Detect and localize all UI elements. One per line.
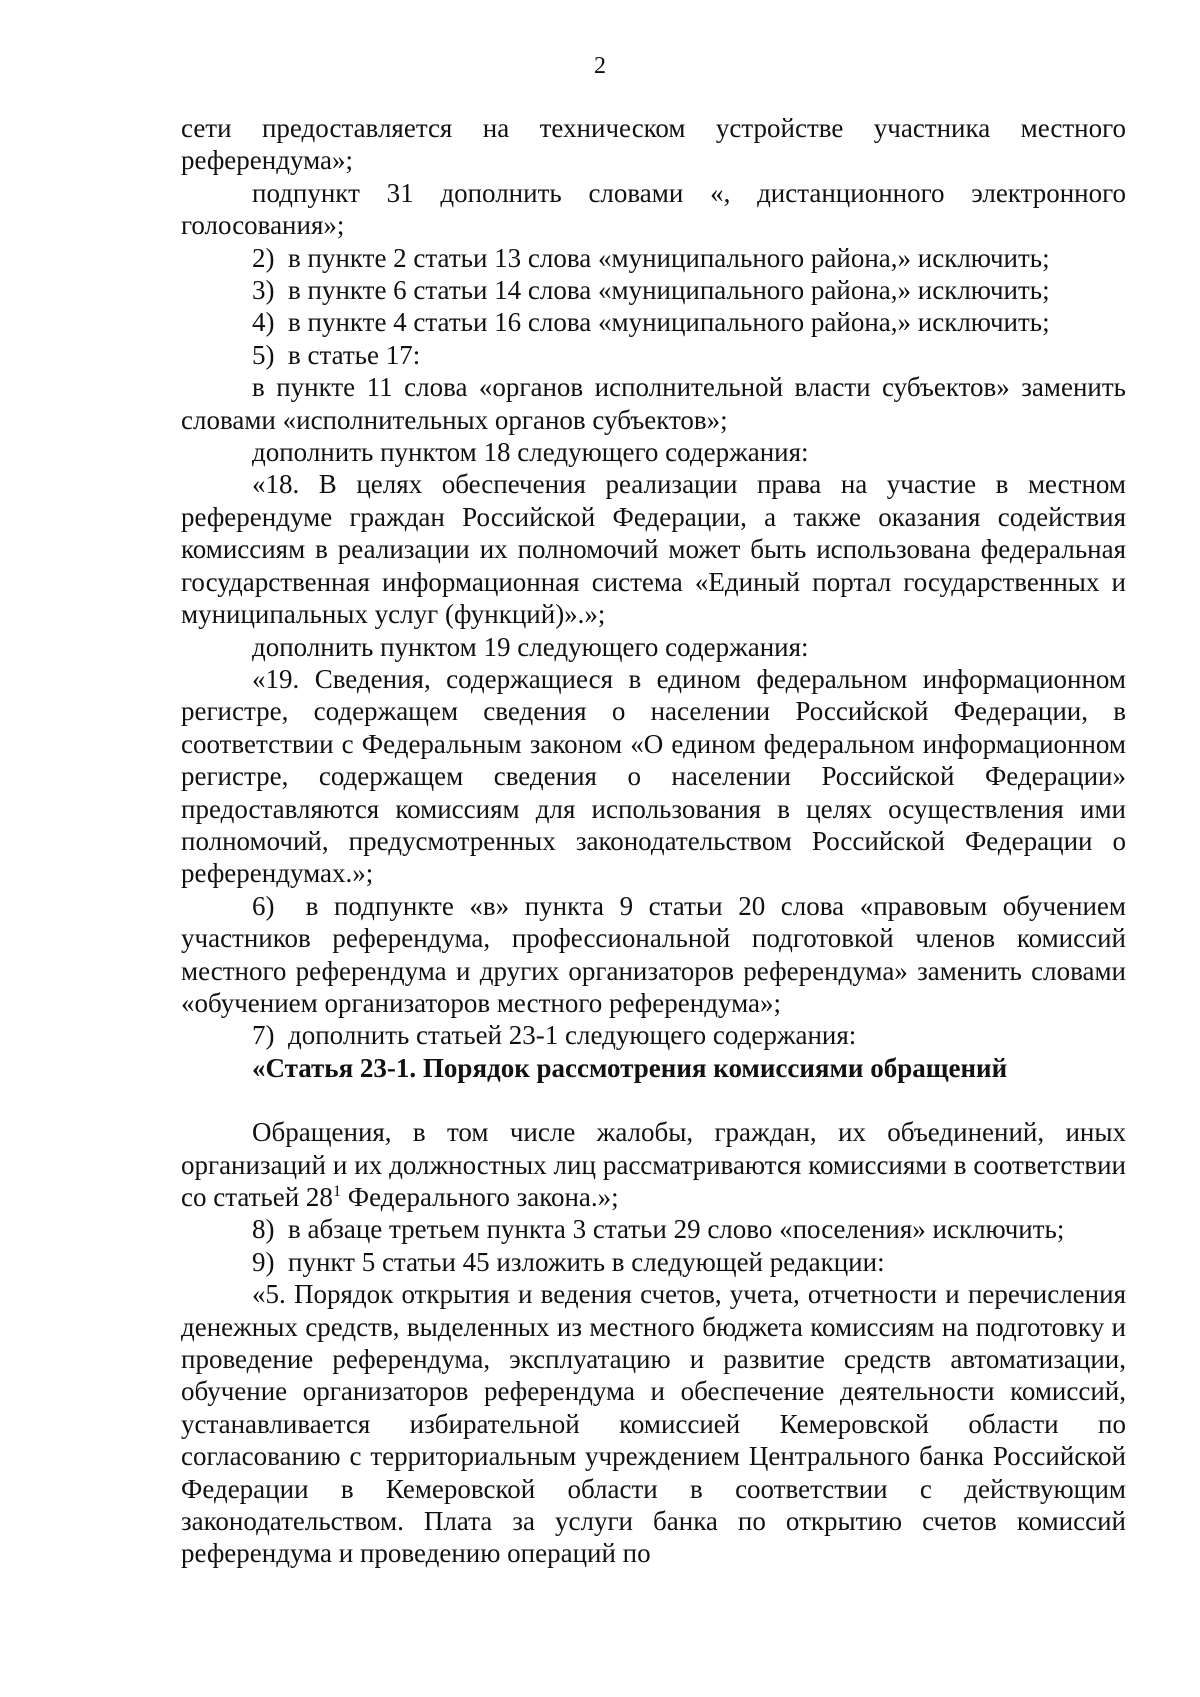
- paragraph-item-8: 8) в абзаце третьем пункта 3 статьи 29 слово «поселения» исключить;: [252, 1214, 1065, 1245]
- paragraph-subpoint-31: подпункт 31 дополнить словами «, дистанционного электронного голосования»;: [181, 177, 1126, 241]
- article-heading: «Статья 23-1. Порядок рассмотрения комиссиями обращений: [252, 1052, 1008, 1083]
- paragraph-point-5-text: «5. Порядок открытия и ведения счетов, учета, отчетности и перечисления денежных средств, выделенных из местного бюджета комиссиям на подготовку и проведение референдума, эксплуатацию и развитие средств автоматизации, обучение организаторов референдума и обеспечение деятельности комиссий, устанавливается избирательной комиссией Кемеровской области по согласованию с территориальным учреждением Центрального банка Российской Федерации в Кемеровской области в соответствии с действующим законодательством. Плата за услуги банка по открытию счетов комиссий референдума и проведению операций по: [181, 1279, 1126, 1569]
- superscript: 1: [332, 1182, 342, 1200]
- paragraph-continuation: сети предоставляется на техническом устройстве участника местного референдума»;: [181, 113, 1126, 176]
- paragraph-item-6: 6) в подпункте «в» пункта 9 статьи 20 слова «правовым обучением участников референдума, профессиональной подготовкой членов комиссий местного референдума и других организаторов референдума» заменить словами «обучением организаторов местного референдума»;: [181, 890, 1126, 1018]
- paragraph-point-19-text: «19. Сведения, содержащиеся в едином федеральном информационном регистре, содержащем сведения о населении Российской Федерации, в соответствии с Федеральным законом «О едином федеральном информационном регистре, содержащем сведения о населении Российской Федерации» предоставляются комиссиям для использования в целях осуществления ими полномочий, предусмотренных законодательством Российской Федерации о референдумах.»;: [181, 663, 1126, 889]
- paragraph-add-point-19: дополнить пунктом 19 следующего содержания:: [252, 631, 809, 662]
- paragraph-item-5: 5) в статье 17:: [252, 339, 421, 370]
- paragraph-item-9: 9) пункт 5 статьи 45 изложить в следующей редакции:: [252, 1246, 885, 1277]
- paragraph-appeals: [181, 1116, 1126, 1213]
- appeals-text-end: Федерального закона.»;: [341, 1182, 619, 1212]
- paragraph-item-2: 2) в пункте 2 статьи 13 слова «муниципального района,» исключить;: [252, 242, 1050, 273]
- paragraph-item-7: 7) дополнить статьей 23-1 следующего содержания:: [252, 1020, 857, 1051]
- paragraph-point-18-text: «18. В целях обеспечения реализации права на участие в местном референдуме граждан Российской Федерации, а также оказания содействия комиссиям в реализации их полномочий может быть использована федеральная государственная информационная система «Единый портал государственных и муниципальных услуг (функций)».»;: [181, 469, 1126, 630]
- spacer: [181, 1084, 1126, 1116]
- paragraph-point-11: в пункте 11 слова «органов исполнительной власти субъектов» заменить словами «исполнительных органов субъектов»;: [181, 372, 1126, 435]
- document-body: [181, 112, 1126, 1570]
- paragraph-add-point-18: дополнить пунктом 18 следующего содержания:: [252, 437, 809, 468]
- appeals-text: Обращения, в том числе жалобы, граждан, их объединений, иных организаций и их должностных лиц рассматриваются комиссиями в соответствии со статьей 28: [181, 1117, 1126, 1212]
- paragraph-item-4: 4) в пункте 4 статьи 16 слова «муниципального района,» исключить;: [252, 307, 1050, 338]
- page-number: 2: [594, 53, 606, 79]
- paragraph-item-3: 3) в пункте 6 статьи 14 слова «муниципального района,» исключить;: [252, 275, 1050, 306]
